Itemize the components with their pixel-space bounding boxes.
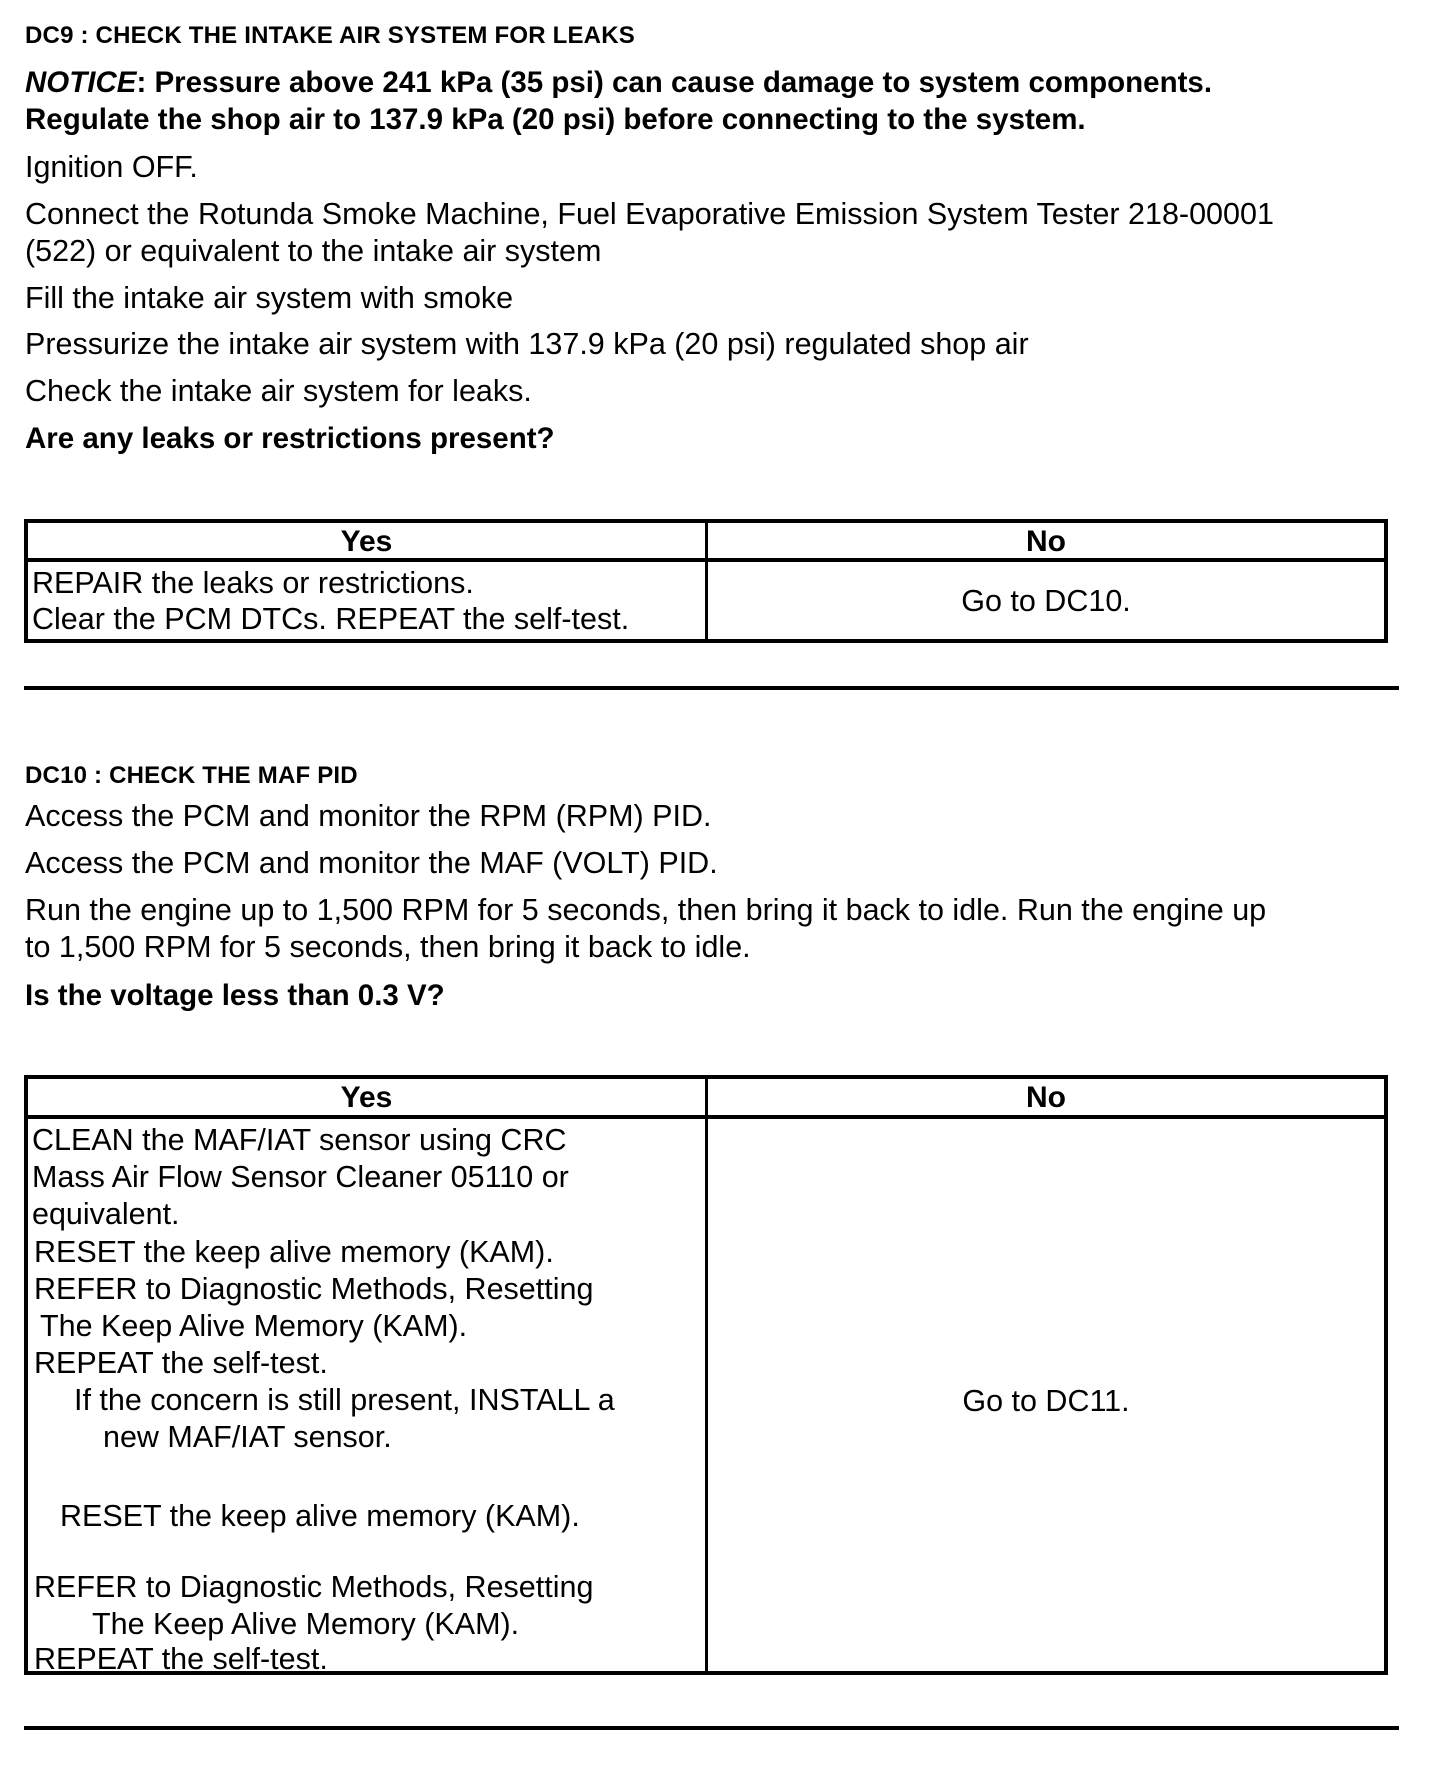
yes-cell-line: REFER to Diagnostic Methods, Resetting xyxy=(34,1570,594,1604)
dc10-step: Access the PCM and monitor the MAF (VOLT) PID. xyxy=(25,846,718,880)
dc10-step: Run the engine up to 1,500 RPM for 5 seconds, then bring it back to idle. Run the engine up xyxy=(25,893,1267,927)
dc9-step: Ignition OFF. xyxy=(25,150,198,184)
no-cell: Go to DC10. xyxy=(961,584,1131,618)
dc10-step: to 1,500 RPM for 5 seconds, then bring it back to idle. xyxy=(25,930,751,964)
dc9-step: Pressurize the intake air system with 137.9 kPa (20 psi) regulated shop air xyxy=(25,327,1029,361)
dc9-notice-line1 xyxy=(25,64,1212,101)
dc10-result-table xyxy=(24,1075,1388,1675)
yes-cell-line: REFER to Diagnostic Methods, Resetting xyxy=(34,1272,594,1306)
dc9-step: Check the intake air system for leaks. xyxy=(25,374,532,408)
yes-cell-line: REPEAT the self-test. xyxy=(34,1346,328,1380)
yes-cell-line: CLEAN the MAF/IAT sensor using CRC xyxy=(32,1123,567,1157)
dc10-step: Access the PCM and monitor the RPM (RPM) PID. xyxy=(25,799,712,833)
yes-cell-line: RESET the keep alive memory (KAM). xyxy=(34,1235,554,1269)
yes-cell-line: Mass Air Flow Sensor Cleaner 05110 or xyxy=(32,1160,569,1194)
yes-cell-line: equivalent. xyxy=(32,1197,180,1231)
dc9-step: (522) or equivalent to the intake air system xyxy=(25,234,602,268)
dc9-heading: DC9 : CHECK THE INTAKE AIR SYSTEM FOR LEAKS xyxy=(25,22,635,49)
notice-label: NOTICE xyxy=(25,66,137,99)
yes-cell-line: Clear the PCM DTCs. REPEAT the self-test. xyxy=(32,602,630,636)
no-cell: Go to DC11. xyxy=(962,1384,1130,1418)
dc9-notice-line2: Regulate the shop air to 137.9 kPa (20 psi) before connecting to the system. xyxy=(25,103,1086,136)
yes-header: Yes xyxy=(340,1081,393,1114)
yes-cell-line: The Keep Alive Memory (KAM). xyxy=(40,1309,468,1343)
dc10-heading: DC10 : CHECK THE MAF PID xyxy=(25,762,358,789)
yes-cell-line: The Keep Alive Memory (KAM). xyxy=(92,1607,520,1641)
section-divider xyxy=(24,686,1399,690)
dc9-question: Are any leaks or restrictions present? xyxy=(25,422,555,455)
yes-cell-line: new MAF/IAT sensor. xyxy=(103,1420,392,1454)
dc10-question: Is the voltage less than 0.3 V? xyxy=(25,979,445,1012)
column-divider xyxy=(705,1079,708,1671)
notice-text: : Pressure above 241 kPa (35 psi) can cause damage to system components. xyxy=(136,66,1213,99)
no-header: No xyxy=(1026,525,1066,558)
dc9-result-table xyxy=(24,519,1388,643)
yes-cell-line: REPEAT the self-test. xyxy=(34,1642,328,1676)
yes-cell-line: RESET the keep alive memory (KAM). xyxy=(60,1499,580,1533)
yes-cell-line: REPAIR the leaks or restrictions. xyxy=(32,566,474,600)
section-divider xyxy=(24,1726,1399,1730)
yes-cell-line: If the concern is still present, INSTALL a xyxy=(74,1383,615,1417)
no-header: No xyxy=(1026,1081,1066,1114)
dc9-step: Fill the intake air system with smoke xyxy=(25,281,514,315)
dc9-step: Connect the Rotunda Smoke Machine, Fuel Evaporative Emission System Tester 218-00001 xyxy=(25,197,1274,231)
yes-header: Yes xyxy=(340,525,393,558)
